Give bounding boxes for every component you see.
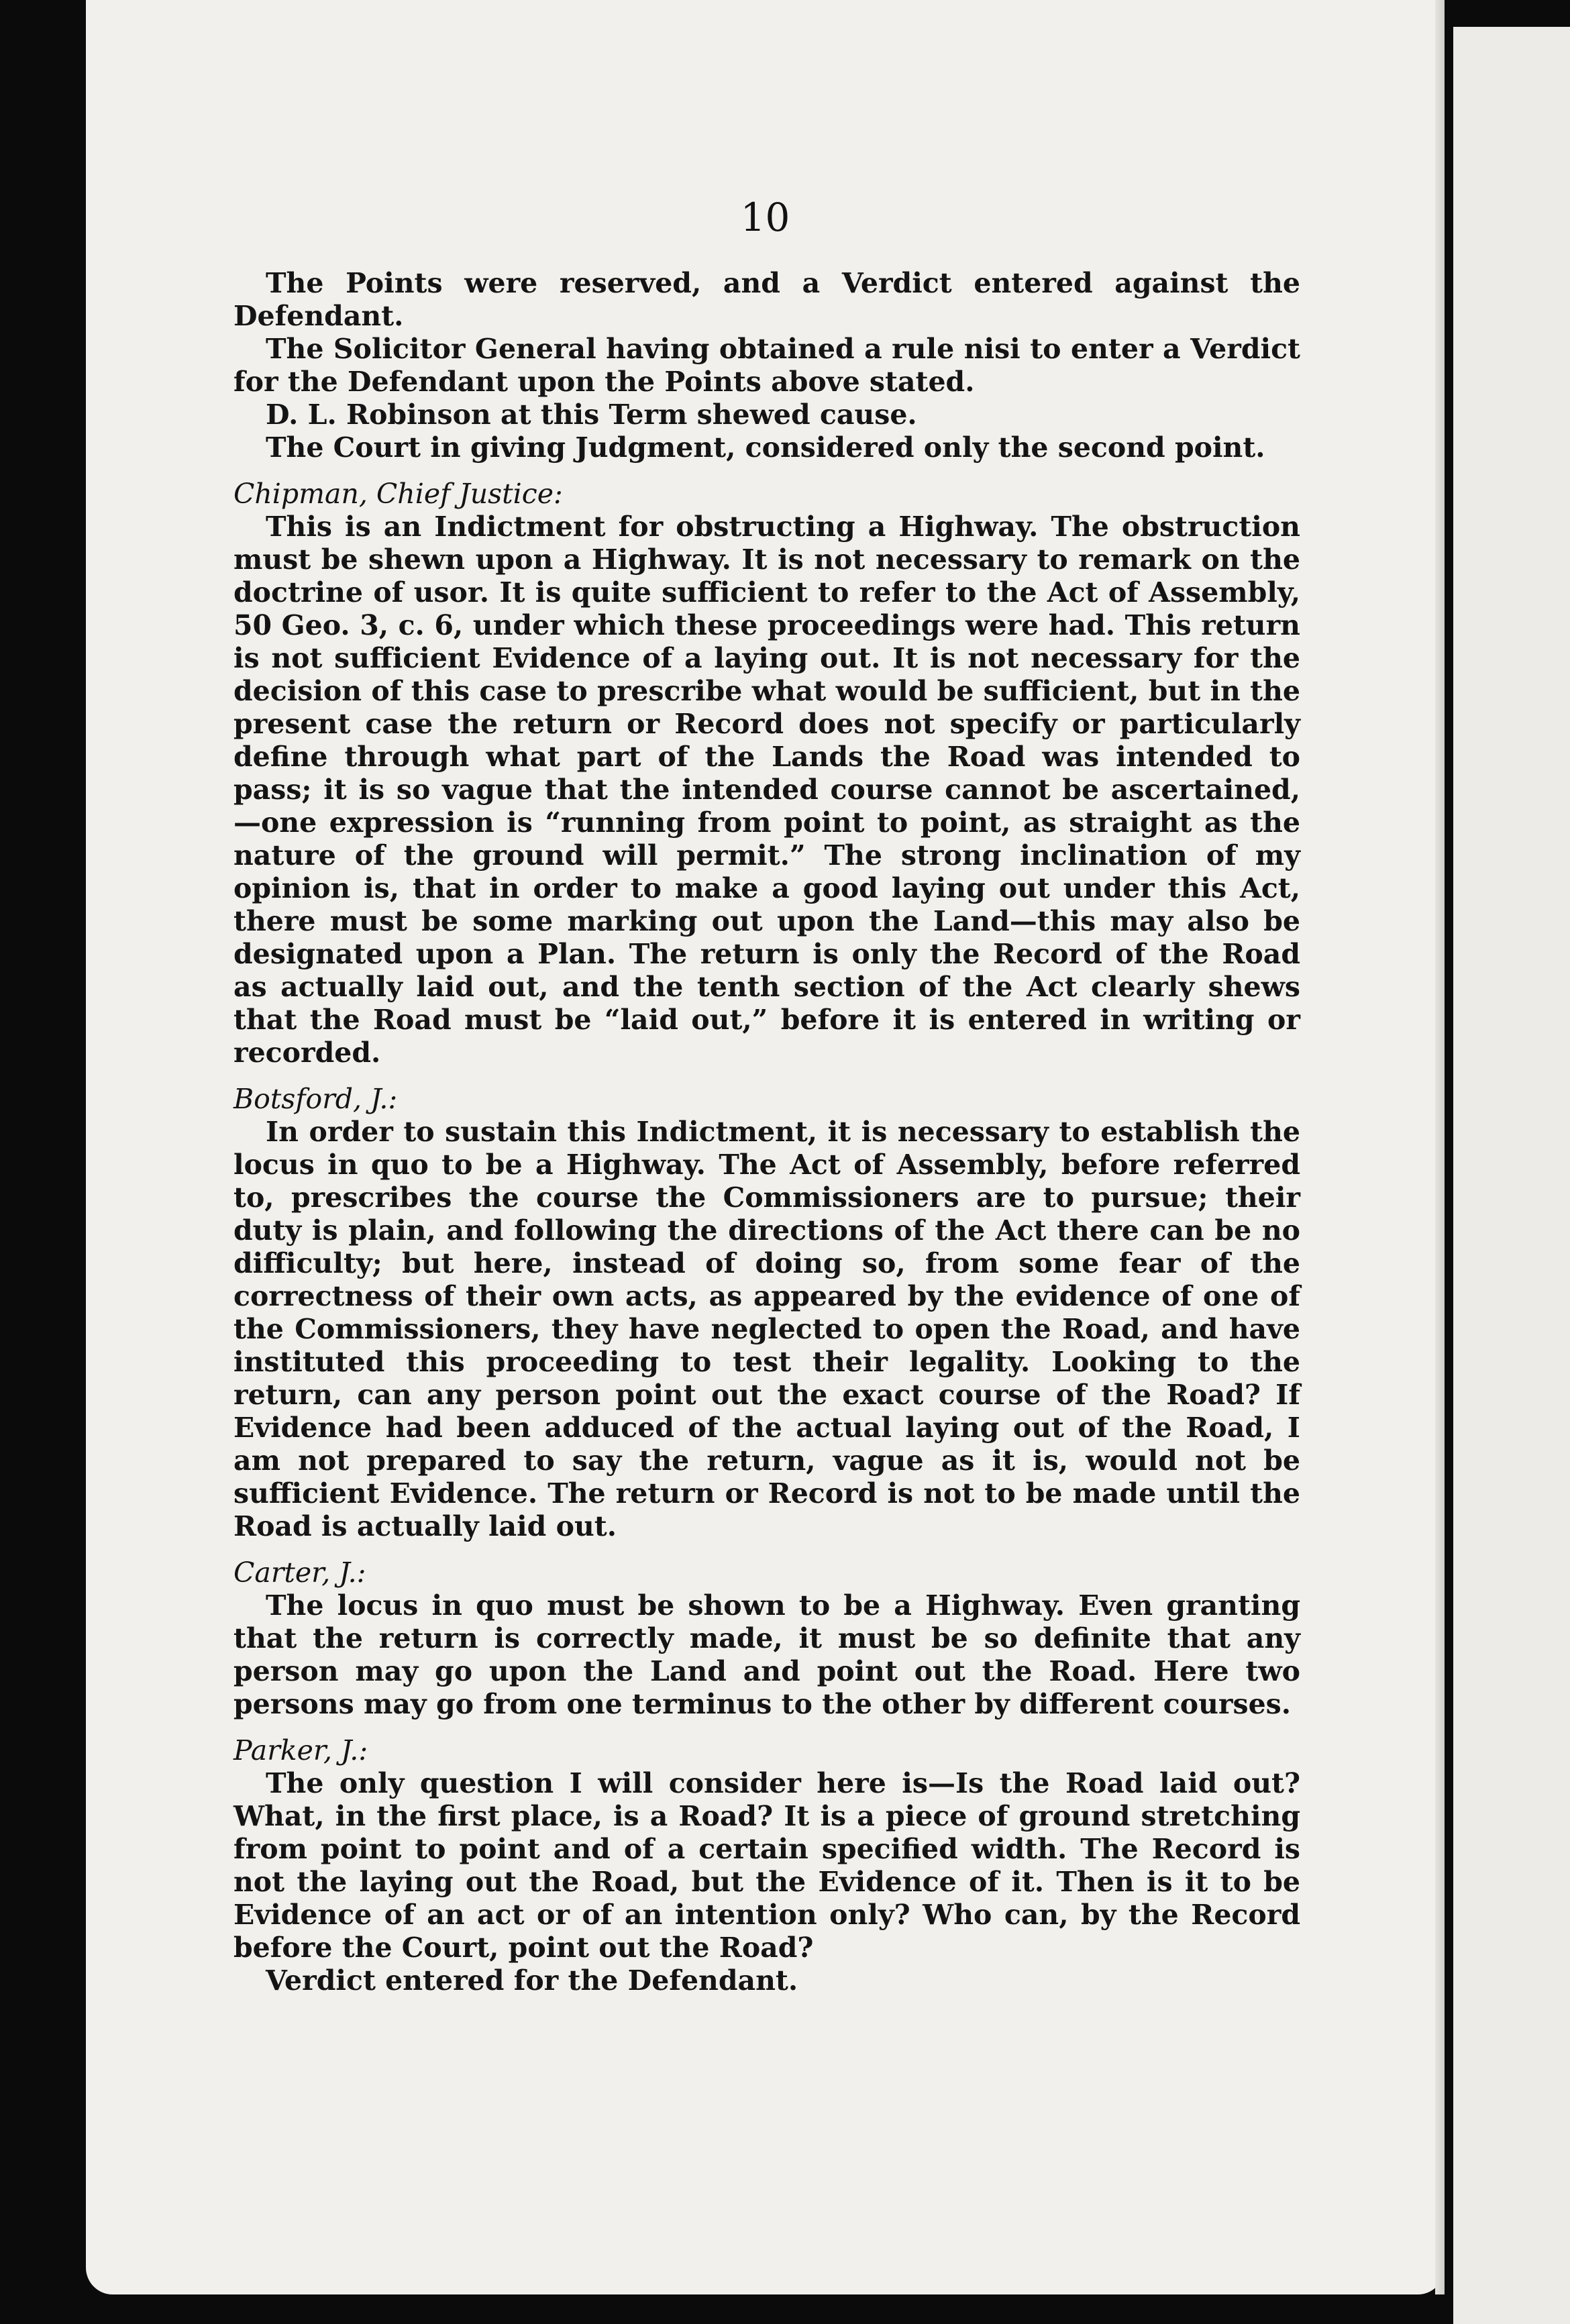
opinion-chipman: This is an Indictment for obstructing a Highway. The obstruction must be shewn upon a Highway. It is not necessary to remark on the doctrine of usor. It is quite sufficient to refer to the Act of Assembly, 50 Geo. 3, c. 6, under which these proceedings were had. This return is not sufficient Evidence of a laying out. It is not necessary for the decision of this case to prescribe what would be sufficient, but in the present case the return or Record does not specify or particularly define through what part of the Lands the Road was intended to pass; it is so vague that the intended course cannot be ascertained,—one expression is “running from point to point, as straight as the nature of the ground will permit.” The strong inclination of my opinion is, that in order to make a good laying out under this Act, there must be some marking out upon the Land—this may also be designated upon a Plan. The return is only the Record of the Road as actually laid out, and the tenth section of the Act clearly shews that the Road must be “laid out,” before it is entered in writing or recorded. xyxy=(233,511,1300,1069)
judge-heading-botsford: Botsford, J.: xyxy=(233,1083,398,1115)
judge-heading-carter: Carter, J.: xyxy=(233,1556,366,1589)
paragraph-rule-nisi: The Solicitor General having obtained a rule nisi to enter a Verdict for the Defendant upon the Points above stated. xyxy=(233,333,1300,398)
paragraph-court-judgment: The Court in giving Judgment, considered only the second point. xyxy=(266,431,1265,464)
adjacent-page-edge xyxy=(1453,27,1570,2324)
judge-heading-parker: Parker, J.: xyxy=(233,1734,368,1766)
page-gutter-shadow xyxy=(1435,0,1445,2294)
judge-heading-chipman: Chipman, Chief Justice: xyxy=(233,478,563,510)
opinion-parker: The only question I will consider here is—Is the Road laid out? What, in the first place, is a Road? It is a piece of ground stretching from point to point and of a certain specified width. The Record is not the laying out the Road, but the Evidence of it. Then is it to be Evidence of an act or of an intention only? Who can, by the Record before the Court, point out the Road? xyxy=(233,1767,1300,1964)
page-number: 10 xyxy=(740,195,790,240)
page-body xyxy=(233,267,1300,1997)
paragraph-points-reserved: The Points were reserved, and a Verdict entered against the Defendant. xyxy=(233,267,1300,332)
opinion-botsford: In order to sustain this Indictment, it is necessary to establish the locus in quo to be a Highway. The Act of Assembly, before referred to, prescribes the course the Commissioners are to pursue; their duty is plain, and following the directions of the Act there can be no difficulty; but here, instead of doing so, from some fear of the correctness of their own acts, as appeared by the evidence of one of the Commissioners, they have neglected to open the Road, and have instituted this proceeding to test their legality. Looking to the return, can any person point out the exact course of the Road? If Evidence had been adduced of the actual laying out of the Road, I am not prepared to say the return, vague as it is, would not be sufficient Evidence. The return or Record is not to be made until the Road is actually laid out. xyxy=(233,1116,1300,1542)
closing-verdict: Verdict entered for the Defendant. xyxy=(266,1964,798,1997)
paragraph-showed-cause: D. L. Robinson at this Term shewed cause. xyxy=(266,399,917,431)
opinion-carter: The locus in quo must be shown to be a Highway. Even granting that the return is correctly made, it must be so definite that any person may go upon the Land and point out the Road. Here two persons may go from one terminus to the other by different courses. xyxy=(233,1589,1300,1720)
